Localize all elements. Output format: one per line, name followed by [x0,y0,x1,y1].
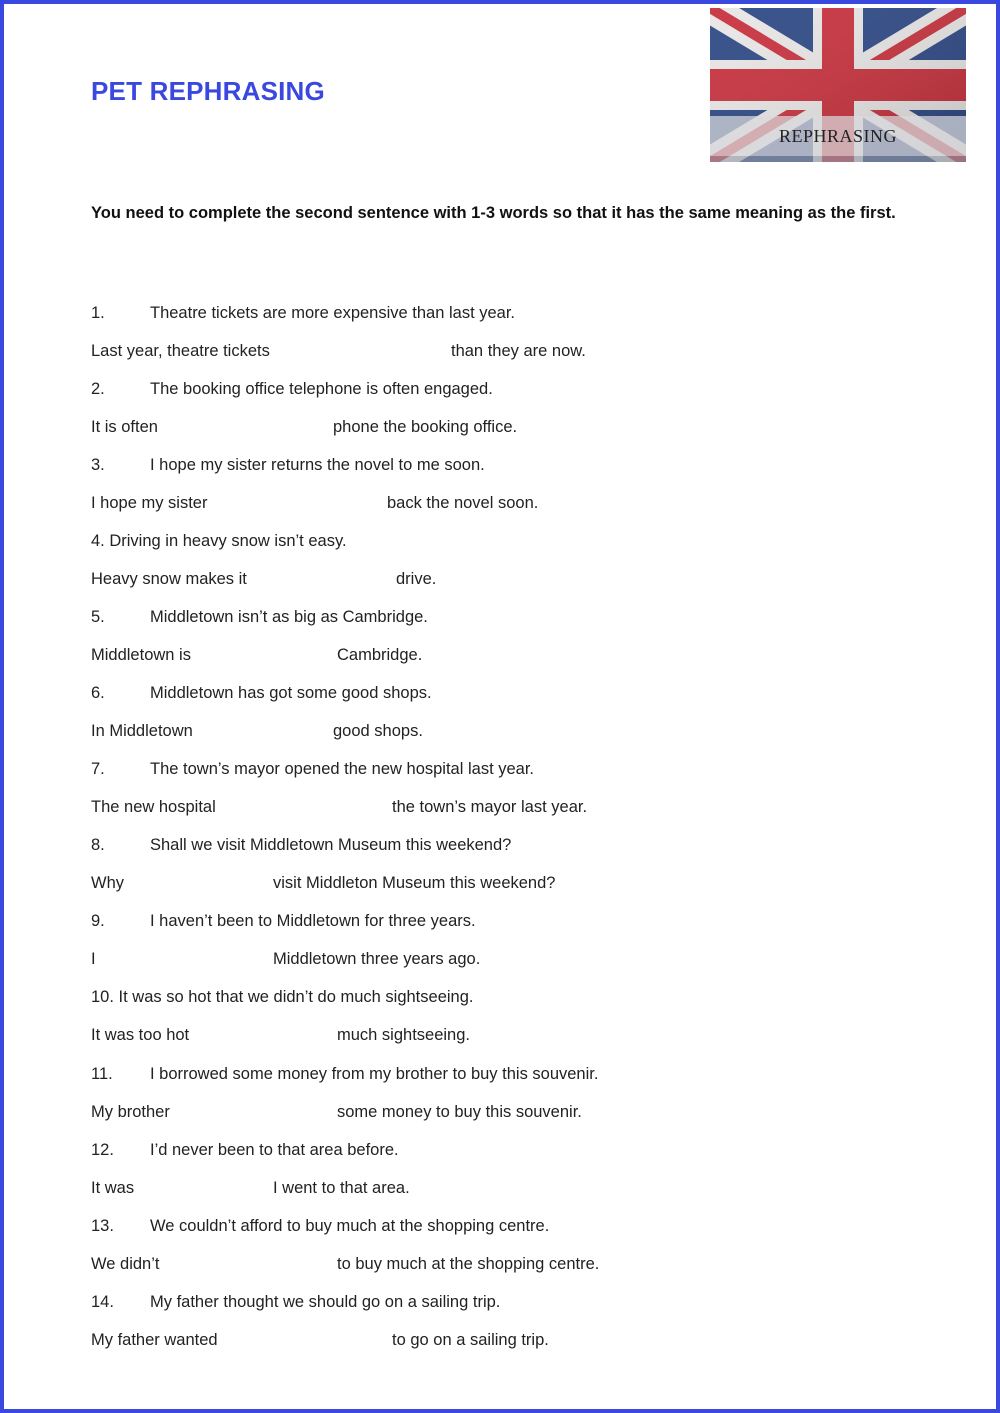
rephrase-end: Cambridge. [337,646,423,664]
rephrase-end: good shops. [333,722,423,740]
rephrase-end: to buy much at the shopping centre. [337,1255,600,1273]
question-number: 5. [91,608,105,626]
rephrase-end: drive. [396,570,437,588]
rephrase-start: Last year, theatre tickets [91,342,270,360]
rephrase-start: My brother [91,1103,170,1121]
question-number: 13. [91,1217,114,1235]
rephrase-start: Middletown is [91,646,191,664]
question-number: 2. [91,380,105,398]
rephrase-end: visit Middleton Museum this weekend? [273,874,556,892]
original-sentence: 4. Driving in heavy snow isn’t easy. [91,532,347,550]
union-jack-flag-image [710,8,966,162]
rephrase-start: The new hospital [91,798,216,816]
original-sentence: 10. It was so hot that we didn’t do much sightseeing. [91,988,474,1006]
rephrase-end: Middletown three years ago. [273,950,481,968]
rephrase-end: back the novel soon. [387,494,539,512]
original-sentence: I borrowed some money from my brother to buy this souvenir. [150,1065,599,1083]
rephrase-end: to go on a sailing trip. [392,1331,549,1349]
original-sentence: Shall we visit Middletown Museum this weekend? [150,836,512,854]
rephrase-end: the town’s mayor last year. [392,798,588,816]
original-sentence: I’d never been to that area before. [150,1141,399,1159]
original-sentence: My father thought we should go on a sailing trip. [150,1293,501,1311]
question-number: 7. [91,760,105,778]
rephrase-end: I went to that area. [273,1179,410,1197]
question-number: 6. [91,684,105,702]
question-number: 9. [91,912,105,930]
rephrase-start: It was too hot [91,1026,190,1044]
rephrase-start: I hope my sister [91,494,208,512]
rephrase-end: much sightseeing. [337,1026,470,1044]
question-number: 12. [91,1141,114,1159]
original-sentence: The town’s mayor opened the new hospital last year. [150,760,535,778]
original-sentence: Middletown isn’t as big as Cambridge. [150,608,428,626]
rephrase-start: Why [91,874,124,892]
page-title: PET REPHRASING [91,76,325,106]
rephrase-start: In Middletown [91,722,193,740]
rephrase-start: Heavy snow makes it [91,570,247,588]
original-sentence: I hope my sister returns the novel to me soon. [150,456,485,474]
question-number: 3. [91,456,105,474]
question-number: 1. [91,304,105,322]
rephrase-start: We didn’t [91,1255,160,1273]
original-sentence: Theatre tickets are more expensive than last year. [150,304,516,322]
original-sentence: We couldn’t afford to buy much at the shopping centre. [150,1217,550,1235]
original-sentence: Middletown has got some good shops. [150,684,432,702]
rephrase-start: My father wanted [91,1331,218,1349]
question-number: 8. [91,836,105,854]
rephrase-end: phone the booking office. [333,418,518,436]
original-sentence: I haven’t been to Middletown for three years. [150,912,476,930]
instructions: You need to complete the second sentence with 1-3 words so that it has the same meaning as the first. [91,204,896,222]
flag-caption: REPHRASING [778,125,898,146]
rephrase-end: some money to buy this souvenir. [337,1103,582,1121]
rephrase-end: than they are now. [451,342,586,360]
rephrase-start: It was [91,1179,135,1197]
question-number: 11. [91,1065,113,1083]
original-sentence: The booking office telephone is often engaged. [150,380,493,398]
rephrase-start: It is often [91,418,158,436]
question-number: 14. [91,1293,114,1311]
rephrase-start: I [91,950,96,968]
